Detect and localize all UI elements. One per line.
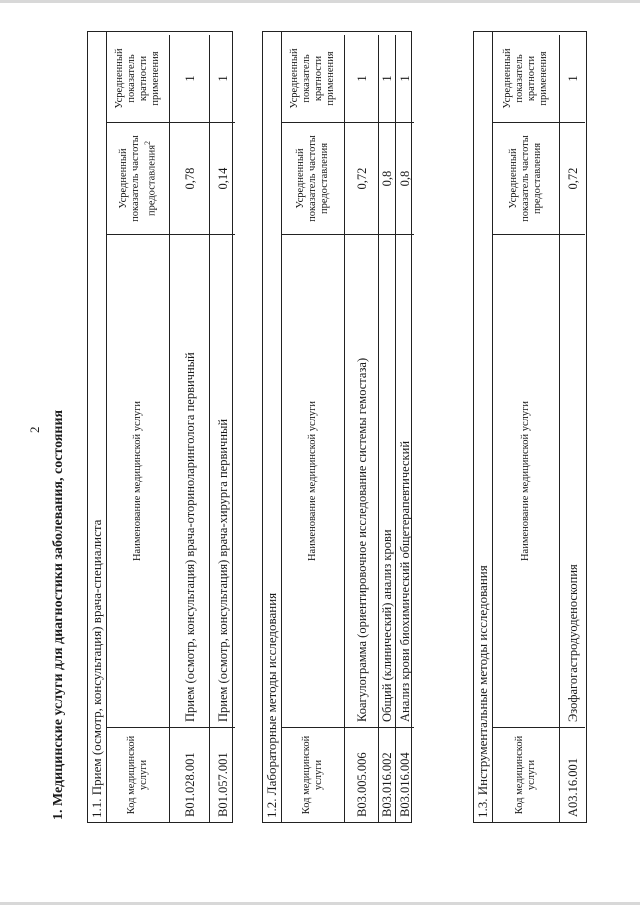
header-freq (107, 123, 169, 234)
header-code: Код медицинской услуги (514, 735, 537, 815)
row-freq: 0,72 (344, 123, 378, 234)
row-freq: 0,14 (209, 123, 235, 234)
row-mult: 1 (395, 35, 414, 122)
col-name (493, 234, 585, 727)
row-name: Анализ крови биохимический общетерапевтический (395, 235, 414, 727)
row-name: Прием (осмотр, консультация) врача-хирурга первичный (209, 235, 235, 727)
header-mult: Усредненный показатель кратности применения (289, 48, 336, 109)
section-title: 1.3. Инструментальные методы исследования (474, 32, 493, 822)
row-mult: 1 (209, 35, 235, 122)
row-name: Общий (клинический) анализ крови (378, 235, 395, 727)
row-freq: 0,72 (559, 123, 585, 234)
header-freq: Усредненный показатель частоты предоставления (295, 135, 330, 222)
footnote-mark: 2 (142, 140, 152, 145)
col-mult (282, 35, 414, 122)
row-freq: 0,8 (395, 123, 414, 234)
header-freq: Усредненный показатель частоты предоставления (508, 135, 543, 222)
col-code (493, 727, 585, 822)
row-code: B03.016.002 (378, 728, 395, 822)
header-name: Наименование медицинской услуги (132, 400, 143, 562)
col-code (282, 727, 414, 822)
page-number: 2 (27, 426, 42, 433)
section-title: 1.1. Прием (осмотр, консультация) врача-специалиста (88, 32, 107, 822)
header-mult: Усредненный показатель кратности применения (502, 48, 549, 109)
row-mult: 1 (378, 35, 395, 122)
col-freq (282, 122, 414, 234)
col-name (282, 234, 414, 727)
col-mult (107, 35, 235, 122)
header-mult: Усредненный показатель кратности применения (114, 48, 161, 109)
col-freq (493, 122, 585, 234)
header-code: Код медицинской услуги (126, 735, 149, 815)
row-freq: 0,8 (378, 123, 395, 234)
col-code (107, 727, 235, 822)
table-columns (107, 32, 235, 822)
table-columns (282, 32, 414, 822)
row-code: B01.057.001 (209, 728, 235, 822)
row-name: Эзофагогастродуоденоскопия (559, 235, 585, 727)
header-name: Наименование медицинской услуги (307, 400, 318, 562)
section-1-3-table (473, 31, 587, 823)
row-mult: 1 (169, 35, 209, 122)
row-code: B03.016.004 (395, 728, 414, 822)
col-freq (107, 122, 235, 234)
row-code: B03.005.006 (344, 728, 378, 822)
row-code: B01.028.001 (169, 728, 209, 822)
row-freq: 0,78 (169, 123, 209, 234)
section-1-2-table (262, 31, 412, 823)
row-name: Коагулограмма (ориентировочное исследование системы гемостаза) (344, 235, 378, 727)
document-title: 1. Медицинские услуги для диагностики заболевания, состояния (51, 409, 66, 820)
table-columns (493, 32, 585, 822)
header-code: Код медицинской услуги (301, 735, 324, 815)
section-title: 1.2. Лабораторные методы исследования (263, 32, 282, 822)
section-1-1-table (87, 31, 233, 823)
row-name: Прием (осмотр, консультация) врача-оториноларинголога первичный (169, 235, 209, 727)
row-mult: 1 (344, 35, 378, 122)
row-mult: 1 (559, 35, 585, 122)
row-code: A03.16.001 (559, 728, 585, 822)
header-name: Наименование медицинской услуги (520, 400, 531, 562)
header-freq-text: Усредненный показатель частоты предоставления (117, 135, 158, 222)
col-mult (493, 35, 585, 122)
col-name (107, 234, 235, 727)
